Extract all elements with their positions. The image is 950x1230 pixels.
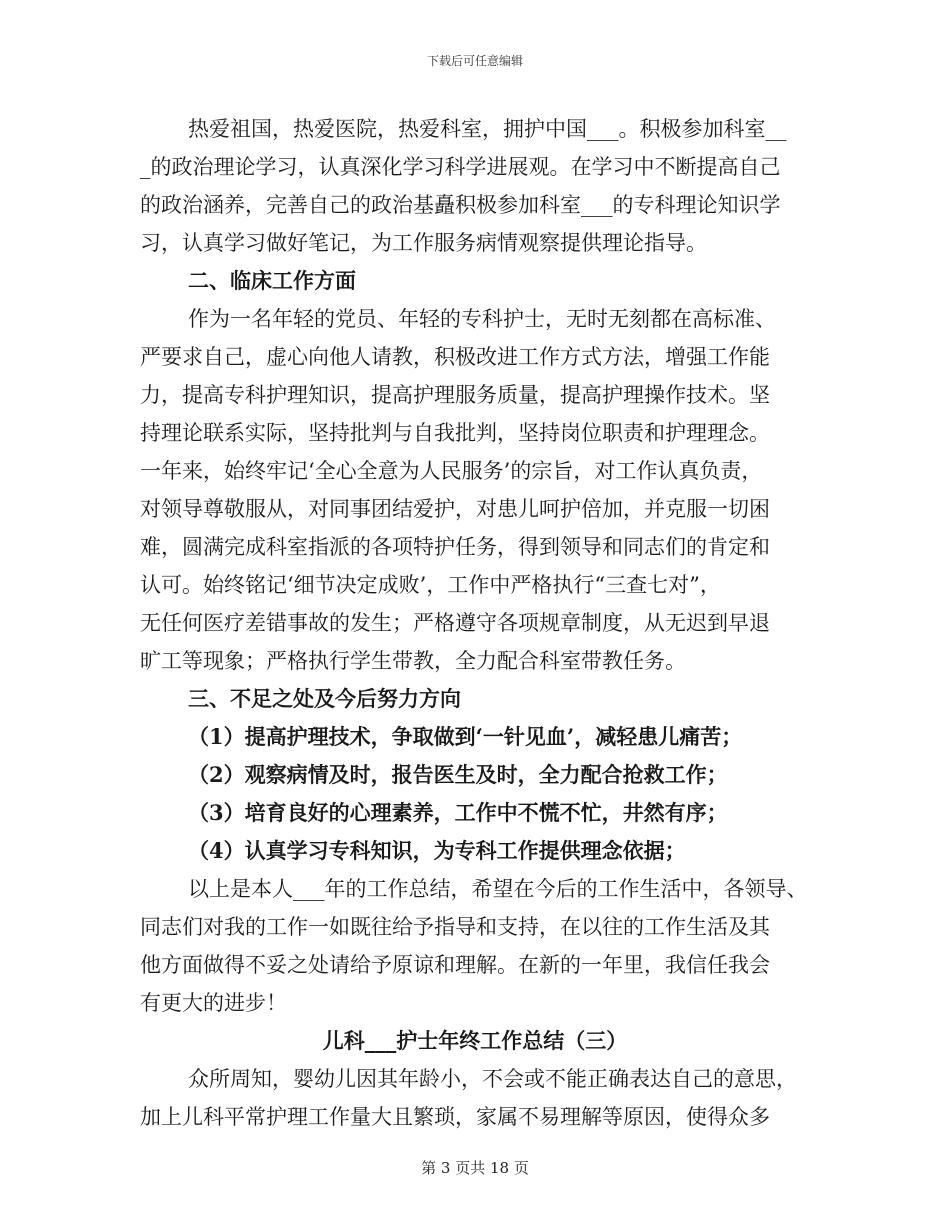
paragraph-line: 习，认真学习做好笔记，为工作服务病情观察提供理论指导。 xyxy=(140,231,707,255)
paragraph-line: 旷工等现象；严格执行学生带教，全力配合科室带教任务。 xyxy=(140,649,686,673)
document-title: 儿科___护士年终工作总结（三） xyxy=(322,1028,628,1053)
list-item: （1）提高护理技术，争取做到‘一针见血’，减轻患儿痛苦； xyxy=(188,724,743,749)
section-heading-shortcomings: 三、不足之处及今后努力方向 xyxy=(188,686,461,711)
section-heading-clinical-work: 二、临床工作方面 xyxy=(188,268,356,293)
paragraph-line: 他方面做得不妥之处请给予原谅和理解。在新的一年里，我信任我会 xyxy=(140,953,770,977)
paragraph-line: 作为一名年轻的党员、年轻的专科护士，无时无刻都在高标准、 xyxy=(188,307,776,331)
paragraph-line: 无任何医疗差错事故的发生；严格遵守各项规章制度，从无迟到早退 xyxy=(140,611,770,635)
list-item: （3）培育良好的心理素养，工作中不慌不忙，井然有序； xyxy=(188,800,728,825)
paragraph-line: 有更大的进步！ xyxy=(140,991,287,1015)
list-item: （4）认真学习专科知识，为专科工作提供理念依据； xyxy=(188,838,686,863)
paragraph-line: 难，圆满完成科室指派的各项特护任务，得到领导和同志们的肯定和 xyxy=(140,535,770,559)
paragraph-line: 力，提高专科护理知识，提高护理服务质量，提高护理操作技术。坚 xyxy=(140,383,770,407)
paragraph-line: _的政治理论学习，认真深化学习科学进展观。在学习中不断提高自己 xyxy=(140,155,781,179)
list-item: （2）观察病情及时，报告医生及时，全力配合抢救工作； xyxy=(188,762,728,787)
paragraph-line: 同志们对我的工作一如既往给予指导和支持，在以往的工作生活及其 xyxy=(140,915,770,939)
paragraph-line: 众所周知，婴幼儿因其年龄小，不会或不能正确表达自己的意思， xyxy=(188,1067,797,1091)
paragraph-line: 一年来，始终牢记‘全心全意为人民服务’的宗旨，对工作认真负责， xyxy=(140,459,763,483)
page-footer: 第 3 页共 18 页 xyxy=(421,1159,529,1177)
page-header: 下载后可任意编辑 xyxy=(426,54,523,68)
paragraph-line: 严要求自己，虚心向他人请教，积极改进工作方式方法，增强工作能 xyxy=(140,345,770,369)
paragraph-line: 加上儿科平常护理工作量大且繁琐，家属不易理解等原因，使得众多 xyxy=(140,1105,770,1129)
paragraph-line: 认可。始终铭记‘细节决定成败’，工作中严格执行“三查七对”， xyxy=(140,573,721,597)
paragraph-line: 对领导尊敬服从，对同事团结爱护，对患儿呵护倍加，并克服一切困 xyxy=(140,497,770,521)
paragraph-line: 以上是本人___年的工作总结，希望在今后的工作生活中，各领导、 xyxy=(188,877,808,901)
paragraph-line: 的政治涵养，完善自己的政治基矗积极参加科室___的专科理论知识学 xyxy=(140,193,781,217)
paragraph-line: 热爱祖国，热爱医院，热爱科室，拥护中国___。积极参加科室__ xyxy=(188,117,787,141)
paragraph-line: 持理论联系实际，坚持批判与自我批判，坚持岗位职责和护理理念。 xyxy=(140,421,770,445)
